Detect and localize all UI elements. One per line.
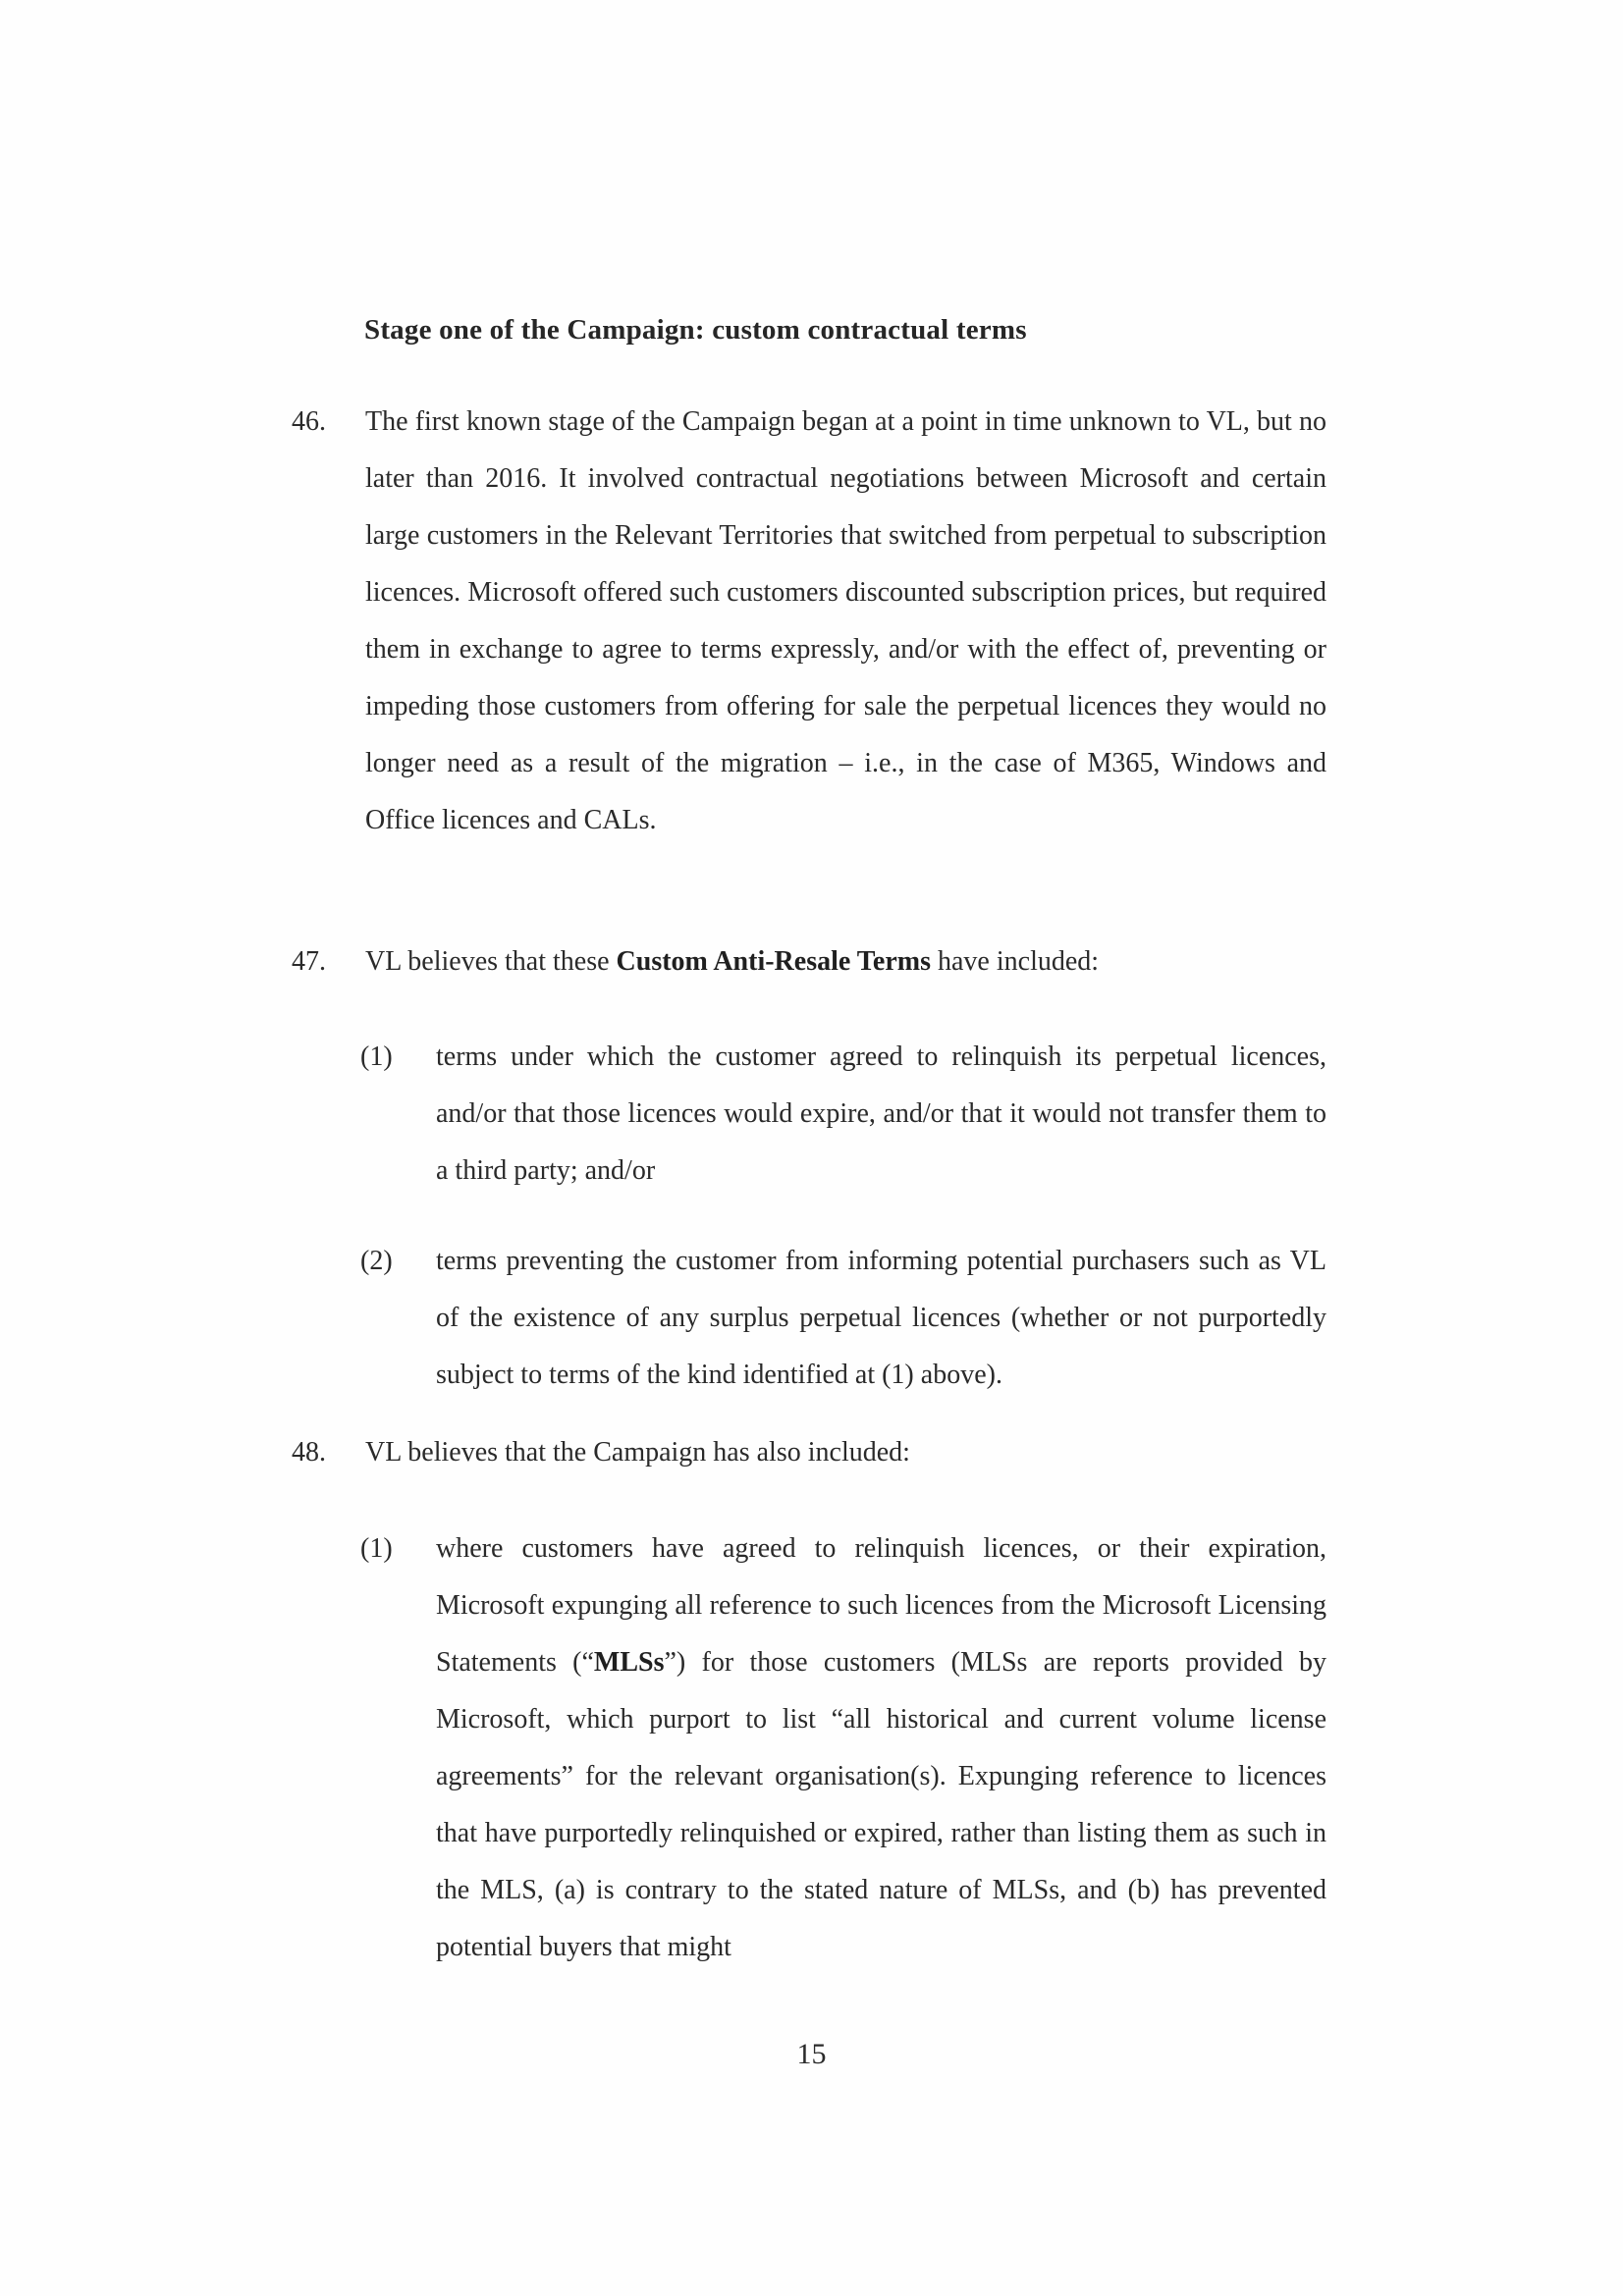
defined-term: MLSs: [593, 1647, 665, 1678]
subparagraph-48-1: [360, 1521, 1326, 1976]
paragraph-46: [292, 394, 1326, 849]
paragraph-number: 48.: [292, 1437, 326, 1468]
text-segment: where customers have agreed to relinquish licences, or their expiration, Microsoft expunging all reference to such licences from the Microsoft Licensing Statements (“: [436, 1533, 1326, 1678]
paragraph-47: [292, 934, 1326, 990]
subparagraph-number: (1): [360, 1041, 393, 1072]
paragraph-text: The first known stage of the Campaign began at a point in time unknown to VL, but no later than 2016. It involved contractual negotiations between Microsoft and certain large customers in the Relevant Territories that switched from perpetual to subscription licences. Microsoft offered such customers discounted subscription prices, but required them in exchange to agree to terms expressly, and/or with the effect of, preventing or impeding those customers from offering for sale the perpetual licences they would no longer need as a result of the migration – i.e., in the case of M365, Windows and Office licences and CALs.: [365, 406, 1326, 835]
paragraph-number: 47.: [292, 946, 326, 977]
subparagraph-number: (1): [360, 1533, 393, 1564]
subparagraph-text: terms under which the customer agreed to relinquish its perpetual licences, and/or that those licences would expire, and/or that it would not transfer them to a third party; and/or: [436, 1041, 1326, 1186]
subparagraph-text: [436, 1521, 1326, 1976]
subparagraph-47-1: [360, 1029, 1326, 1200]
paragraph-number: 46.: [292, 406, 326, 437]
text-segment: VL believes that these: [365, 946, 617, 977]
text-segment: have included:: [931, 946, 1100, 977]
subparagraph-47-2: [360, 1233, 1326, 1404]
subparagraph-number: (2): [360, 1246, 393, 1276]
paragraph-text: VL believes that the Campaign has also included:: [365, 1437, 910, 1468]
defined-term: Custom Anti-Resale Terms: [616, 946, 931, 977]
section-heading: Stage one of the Campaign: custom contractual terms: [364, 314, 1027, 346]
page-number: 15: [796, 2038, 827, 2070]
subparagraph-text: terms preventing the customer from informing potential purchasers such as VL of the existence of any surplus perpetual licences (whether or not purportedly subject to terms of the kind identified at (1) above).: [436, 1246, 1326, 1390]
text-segment: ”) for those customers (MLSs are reports provided by Microsoft, which purport to list “all historical and current volume license agreements” for the relevant organisation(s). Expunging reference to licences that have purportedly relinquished or expired, rather than listing them as such in the MLS, (a) is contrary to the stated nature of MLSs, and (b) has prevented potential buyers that might: [436, 1647, 1326, 1962]
paragraph-text: [365, 934, 1326, 990]
paragraph-48: [292, 1424, 1326, 1481]
